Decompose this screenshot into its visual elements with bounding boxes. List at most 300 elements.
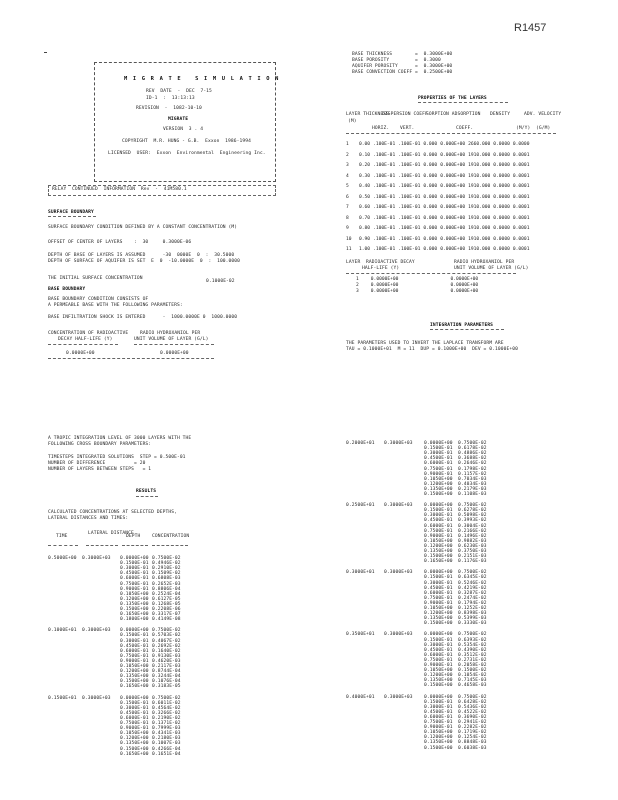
props-header-dispersion: DISPERSION COEFF [382, 112, 428, 117]
decay-cell: 2 [356, 283, 359, 288]
result-concentration: 0.1500E-02 [458, 668, 487, 674]
result-depth: 0.1800E+00 [120, 617, 149, 623]
result-concentration: 0.5246E-02 [458, 580, 487, 586]
props-cell: .100E-01 [398, 163, 421, 168]
result-concentration: 0.9882E-03 [458, 538, 487, 544]
result-concentration: 0.3183E-05 [152, 684, 181, 690]
props-cell: 0.000E+00 [440, 163, 466, 168]
result-concentration: 0.7500E-02 [458, 632, 487, 638]
result-time: 0.1000E+01 [48, 628, 77, 634]
result-concentration: 0.6230E-03 [458, 543, 487, 549]
table-end-rule [48, 358, 214, 359]
result-depth: 0.1500E+00 [424, 492, 453, 497]
result-concentration: 0.2151E-03 [458, 554, 487, 560]
props-row [346, 184, 532, 195]
result-depth: 0.6000E-01 [424, 652, 453, 658]
props-cell: 0.0001 [512, 236, 530, 242]
props-cell: 1.00 [359, 247, 371, 252]
props-cell: 0.000 [423, 226, 438, 231]
result-depth: 0.6000E-01 [424, 461, 453, 467]
version-line-1: REV DATE - DEC 7-15 [146, 89, 212, 94]
props-cell: 1910.000 [468, 163, 491, 168]
props-cell: 0.0001 [512, 184, 530, 189]
result-concentration: 0.4564E-02 [152, 705, 181, 711]
result-concentration: 0.8744E-04 [152, 669, 181, 675]
props-cell: 0.30 [359, 173, 371, 179]
props-cell: .100E-01 [398, 215, 421, 221]
props-cell: .100E-01 [398, 205, 421, 210]
props-cell: 11 [346, 247, 352, 252]
result-concentration: 0.3512E-02 [458, 652, 487, 658]
result-concentration: 0.2692E-02 [152, 643, 181, 649]
props-cell: 0.0000 [493, 205, 510, 210]
result-concentration: 0.4034E-03 [458, 481, 487, 487]
props-cell: .100E-01 [373, 184, 396, 189]
surface-boundary-desc: SURFACE BOUNDARY CONDITION DEFINED BY A CONSTANT CONCENTRATION (M) [48, 225, 238, 230]
result-concentration: 0.1640E-02 [152, 648, 181, 654]
col-header-distance: LATERAL DISTANCE [88, 531, 134, 536]
result-depth: 0.1500E-01 [424, 508, 453, 514]
result-concentration: 0.5703E-02 [152, 633, 181, 639]
decay-cell: 0.0000E+00 [370, 289, 399, 294]
result-time: 0.3500E+01 [346, 632, 375, 638]
result-distance: 0.3000E+03 [82, 695, 111, 701]
props-cell: 3 [346, 163, 349, 168]
result-concentration: 0.5098E-02 [458, 513, 487, 519]
margin-mark [44, 52, 47, 53]
result-concentration: 0.3266E-02 [152, 710, 181, 716]
result-depth: 0.3000E-01 [120, 638, 149, 644]
props-cell: 0.00 [359, 142, 371, 147]
decay-header-rule [346, 273, 516, 274]
props-sub-m: (M) [348, 119, 357, 124]
result-concentration: 0.4522E-02 [458, 709, 487, 715]
result-concentration: 0.6127E-05 [152, 596, 181, 602]
result-concentration: 0.7500E-02 [458, 694, 487, 700]
props-cell: .100E-01 [373, 173, 396, 179]
props-cell: .100E-01 [373, 194, 396, 200]
result-concentration: 0.4067E-02 [152, 638, 181, 644]
result-depth: 0.3000E-01 [120, 566, 149, 572]
props-row [346, 216, 532, 227]
result-time: 0.2000E+01 [346, 441, 375, 446]
props-row [346, 205, 532, 216]
result-time: 0.5000E+00 [48, 556, 77, 561]
page-id: R1457 [514, 22, 547, 34]
result-concentration: 0.4341E-03 [152, 731, 181, 737]
result-time: 0.1500E+01 [48, 695, 77, 701]
result-time: 0.2500E+01 [346, 503, 375, 509]
props-cell: .100E-01 [373, 152, 396, 158]
props-cell: 0.000E+00 [440, 152, 466, 158]
result-concentration: 0.2646E-02 [458, 461, 487, 467]
props-sub-vert: VERT. [400, 126, 415, 131]
program-name: MIGRATE [168, 117, 189, 122]
result-time: 0.3000E+01 [346, 570, 375, 576]
result-depth: 0.6000E-01 [424, 590, 453, 596]
result-depth: 0.0000E+00 [424, 503, 453, 509]
props-row [346, 163, 532, 174]
result-concentration: 0.6345E-02 [458, 575, 487, 581]
result-concentration: 0.3004E-02 [458, 523, 487, 529]
result-concentration: 0.7145E-03 [458, 678, 487, 684]
results-underline [136, 496, 158, 497]
result-concentration: 0.8848E-03 [458, 740, 487, 746]
props-row [346, 226, 532, 237]
base-boundary-line-1: BASE BOUNDARY CONDITION CONSISTS OF [48, 297, 149, 302]
props-cell: .100E-01 [398, 247, 421, 252]
decay-header-4: UNIT VOLUME OF LAYER (G/L) [454, 266, 529, 271]
result-depth: 0.7500E-01 [424, 595, 453, 601]
result-concentration: 0.2166E-02 [458, 528, 487, 534]
props-cell: 0.0000 [493, 152, 510, 158]
props-cell: .100E-01 [398, 152, 421, 158]
copyright-line: COPYRIGHT M.R. HUNG - G.B. Exxon 1986-1994 [122, 139, 251, 144]
result-distance: 0.3000E+03 [82, 628, 111, 634]
result-depth: 0.1500E-01 [424, 446, 453, 452]
props-cell: .100E-01 [398, 236, 421, 242]
col-header-concentration: CONCENTRATION [152, 534, 190, 539]
props-cell: 2660.000 [468, 142, 491, 147]
result-concentration: 0.9130E-03 [152, 653, 181, 659]
result-concentration: 0.2910E-02 [152, 566, 181, 572]
result-depth: 0.1650E+00 [120, 684, 149, 690]
result-depth: 0.1350E+00 [424, 486, 453, 492]
layer-line-2: DEPTH OF SURFACE OF AQUIFER IS SET E 0 -10.0000E 0 : 100.0000 [48, 259, 240, 264]
result-concentration: 0.3330E-03 [458, 621, 487, 627]
props-cell: 4 [346, 173, 349, 179]
result-concentration: 0.3287E-02 [458, 590, 487, 596]
result-depth: 0.1500E-01 [120, 700, 149, 706]
props-cell: 1910.000 [468, 215, 491, 221]
result-depth: 0.1200E+00 [424, 735, 453, 741]
props-cell: 0.000E+00 [440, 205, 466, 210]
table-header-2a: RADIO HYDROXANIOL PER [140, 331, 201, 336]
result-depth: 0.1650E+00 [424, 559, 453, 565]
result-concentration: 0.1371E-02 [152, 721, 181, 726]
props-row [346, 142, 532, 153]
props-cell: 0.000E+00 [440, 184, 466, 189]
props-cell: 0.70 [359, 215, 371, 221]
initial-conc-value: 0.1000E-02 [206, 279, 235, 284]
result-concentration: 0.4886E-02 [458, 451, 487, 457]
result-depth: 0.4500E-01 [120, 643, 149, 649]
result-concentration: 0.3317E-07 [152, 612, 181, 618]
result-depth: 0.1500E-01 [424, 699, 453, 705]
result-depth: 0.0000E+00 [120, 695, 149, 701]
result-concentration: 0.8806E-04 [152, 586, 181, 592]
props-cell: 1910.000 [468, 173, 491, 179]
props-cell: 9 [346, 226, 349, 231]
result-concentration: 0.7500E-02 [458, 570, 487, 576]
param-base-convection: BASE CONVECTION COEFF = 0.2500E+00 [352, 70, 453, 75]
props-cell: 0.000 [423, 194, 438, 200]
props-cell: 0.000E+00 [440, 247, 466, 252]
result-concentration: 0.1496E-02 [458, 533, 487, 539]
props-cell: .100E-01 [373, 247, 396, 252]
result-concentration: 0.1054E-02 [458, 673, 487, 679]
result-concentration: 0.2058E-02 [458, 663, 487, 668]
result-depth: 0.9000E-01 [424, 725, 453, 731]
result-depth: 0.1500E+00 [424, 554, 453, 560]
props-cell: 0.0000 [493, 142, 510, 147]
result-concentration: 0.1007E-03 [152, 741, 181, 747]
result-depth: 0.1200E+00 [120, 736, 149, 742]
integration-title: INTEGRATION PARAMETERS [430, 323, 494, 328]
decay-table [356, 277, 530, 295]
result-concentration: 0.1651E-04 [152, 751, 181, 757]
result-concentration: 0.5354E-02 [458, 642, 487, 648]
props-cell: 10 [346, 236, 352, 242]
props-cell: .100E-01 [398, 184, 421, 189]
col-rule-depth [122, 545, 148, 546]
table-header-1a: CONCENTRATION OF RADIOACTIVE [48, 331, 129, 336]
result-depth: 0.6000E-01 [424, 714, 453, 720]
result-depth: 0.0000E+00 [424, 570, 453, 576]
result-depth: 0.1500E+00 [424, 621, 453, 627]
result-concentration: 0.3750E-03 [458, 549, 487, 554]
props-cell: 0.0001 [512, 205, 530, 210]
props-cell: 0.000E+00 [440, 215, 466, 221]
props-cell: 0.50 [359, 194, 371, 200]
result-concentration: 0.4658E-03 [458, 683, 487, 689]
props-cell: 8 [346, 215, 349, 221]
props-cell: 1910.000 [468, 205, 491, 210]
result-concentration: 0.4390E-02 [458, 647, 487, 653]
result-concentration: 0.4266E-04 [152, 746, 181, 752]
result-depth: 0.4500E-01 [120, 571, 149, 577]
result-concentration: 0.6428E-02 [458, 699, 487, 705]
result-depth: 0.1350E+00 [120, 674, 149, 680]
props-cell: 0.000 [423, 152, 438, 158]
props-cell: .100E-01 [373, 142, 396, 147]
result-concentration: 0.1794E-02 [458, 600, 487, 606]
result-concentration: 0.3993E-02 [458, 518, 487, 524]
decay-cell: 0.0000E+00 [450, 289, 479, 294]
result-concentration: 0.4946E-02 [152, 561, 181, 567]
integration-line-1: THE PARAMETERS USED TO INVERT THE LAPLACE TRANSFORM ARE [346, 341, 504, 346]
result-depth: 0.1500E+00 [120, 746, 149, 752]
props-cell: .100E-01 [373, 163, 396, 168]
result-concentration: 0.1798E-02 [458, 466, 487, 472]
props-cell: 1910.000 [468, 184, 491, 189]
props-row [346, 174, 532, 185]
decay-cell: 0.0000E+00 [370, 277, 399, 282]
result-concentration: 0.2180E-03 [152, 736, 181, 742]
table-rule-1 [48, 344, 118, 345]
result-depth: 0.1500E+00 [120, 607, 149, 612]
result-depth: 0.9000E-01 [120, 586, 149, 592]
result-concentration: 0.2524E-04 [152, 591, 181, 597]
props-cell: 0.000 [423, 236, 438, 242]
base-boundary-line-2: A PERMEABLE BASE WITH THE FOLLOWING PARAMETERS: [48, 303, 183, 308]
results-title: RESULTS [136, 489, 157, 494]
result-concentration: 0.1176E-03 [458, 559, 487, 565]
result-time: 0.4000E+01 [346, 694, 375, 700]
result-depth: 0.0000E+00 [424, 694, 453, 700]
result-concentration: 0.4620E-03 [152, 658, 181, 664]
props-cell: 1910.000 [468, 236, 491, 242]
result-concentration: 0.3688E-02 [458, 456, 487, 462]
result-concentration: 0.3690E-02 [458, 714, 487, 720]
license-line: LICENSED USER: Exxon Environmental Engineering Inc. [108, 151, 266, 156]
props-cell: 0.0001 [512, 163, 530, 168]
base-infiltration-line: BASE INFILTRATION SHOCK IS ENTERED - 1000.0000E 0 1000.0000 [48, 315, 238, 320]
result-concentration: 0.2474E-02 [458, 595, 487, 601]
result-depth: 0.7500E-01 [120, 721, 149, 726]
version-line-2: ID-1 : 13:13:13 [146, 96, 195, 101]
props-cell: 0.000 [423, 247, 438, 252]
result-depth: 0.3000E-01 [424, 704, 453, 710]
intro-line-5: NUMBER OF DIFFERENCE = 20 [48, 461, 146, 466]
props-cell: 0.0000 [493, 173, 510, 179]
result-depth: 0.9000E-01 [120, 726, 149, 732]
decay-header-2: HALF-LIFE (Y) [362, 266, 400, 271]
result-depth: 0.3000E-01 [424, 451, 453, 457]
result-depth: 0.1500E-01 [120, 633, 149, 639]
result-concentration: 0.1252E-02 [458, 606, 487, 611]
result-depth: 0.6000E-01 [120, 715, 149, 721]
result-concentration: 0.7500E-02 [152, 556, 181, 561]
base-boundary-title: BASE BOUNDARY [48, 287, 86, 292]
result-depth: 0.1200E+00 [424, 611, 453, 617]
result-depth: 0.1050E+00 [120, 731, 149, 737]
result-concentration: 0.2282E-02 [458, 725, 487, 731]
props-cell: 1910.000 [468, 152, 491, 158]
result-depth: 0.9000E-01 [424, 533, 453, 539]
decay-cell: 0.0000E+00 [450, 277, 479, 282]
intro-line-1: A TROPIC INTEGRATION LEVEL OF 3000 LAYERS WITH THE [48, 436, 192, 441]
props-cell: 1910.000 [468, 194, 491, 200]
result-depth: 0.1200E+00 [424, 481, 453, 487]
result-depth: 0.0000E+00 [424, 441, 453, 446]
props-cell: .100E-01 [398, 142, 421, 147]
result-depth: 0.3000E-01 [424, 513, 453, 519]
decay-header-1: LAYER RADIOACTIVE DECAY [346, 260, 415, 265]
result-depth: 0.1350E+00 [120, 741, 149, 747]
props-cell: 5 [346, 184, 349, 189]
result-depth: 0.4500E-01 [424, 647, 453, 653]
props-cell: 1910.000 [468, 226, 491, 231]
result-depth: 0.6000E-01 [424, 523, 453, 529]
props-sub-mly: (M/Y) [516, 126, 531, 131]
decay-row [356, 289, 530, 295]
result-concentration: 0.1719E-02 [458, 730, 487, 736]
props-cell: 0.000 [423, 215, 438, 221]
result-concentration: 0.2208E-06 [152, 607, 181, 612]
result-concentration: 0.6808E-03 [152, 576, 181, 582]
integration-line-2: TAU = 0.1000E+01 M = 11 DUP = 0.1000E+00 DEV = 0.1000E+00 [346, 347, 518, 352]
result-depth: 0.1500E+00 [424, 683, 453, 689]
result-concentration: 0.7999E-03 [152, 726, 181, 732]
result-depth: 0.1050E+00 [424, 538, 453, 544]
result-depth: 0.7500E-01 [424, 528, 453, 534]
result-depth: 0.1050E+00 [120, 591, 149, 597]
result-concentration: 0.1076E-04 [152, 679, 181, 685]
result-concentration: 0.1268E-05 [152, 601, 181, 607]
result-depth: 0.1500E+00 [424, 745, 453, 751]
result-concentration: 0.6178E-02 [458, 446, 487, 452]
props-cell: 7 [346, 205, 349, 210]
props-cell: 0.000 [423, 173, 438, 179]
result-depth: 0.4500E-01 [120, 710, 149, 716]
props-cell: .100E-01 [373, 226, 396, 231]
result-concentration: 0.4149E-08 [152, 617, 181, 623]
props-cell: 0.60 [359, 205, 371, 210]
props-cell: 0.000 [423, 205, 438, 210]
table-rule-2 [134, 344, 214, 345]
props-sub-horiz: HORIZ. [372, 126, 390, 131]
props-cell: 0.0000 [493, 184, 510, 189]
props-header-rule [346, 133, 556, 134]
result-depth: 0.1350E+00 [424, 616, 453, 622]
props-cell: 0.000 [423, 163, 438, 168]
result-concentration: 0.1254E-02 [458, 735, 487, 741]
result-concentration: 0.7500E-02 [458, 441, 487, 446]
result-depth: 0.1350E+00 [424, 678, 453, 684]
props-cell: 0.80 [359, 226, 371, 231]
props-cell: .100E-01 [398, 194, 421, 200]
decay-cell: 0.0000E+00 [370, 283, 399, 288]
result-distance: 0.3000E+03 [384, 503, 413, 509]
props-cell: 0.0001 [512, 226, 530, 231]
props-cell: 0.000E+00 [440, 236, 466, 242]
intro-line-6: NUMBER OF LAYERS BETWEEN STEPS = 1 [48, 467, 152, 472]
result-depth: 0.1350E+00 [120, 601, 149, 607]
result-concentration: 0.2117E-03 [152, 664, 181, 669]
props-cell: 0.000 [423, 184, 438, 189]
props-header-thickness: LAYER THICKNESS [346, 112, 389, 117]
result-depth: 0.3000E-01 [424, 642, 453, 648]
props-header-sorption: SORPTION ADSORPTION [426, 112, 481, 117]
result-concentration: 0.1157E-02 [458, 471, 487, 477]
table-header-2b: UNIT VOLUME OF LAYER (G/L) [134, 337, 209, 342]
props-cell: 1 [346, 142, 349, 147]
props-cell: 0.000E+00 [440, 226, 466, 231]
props-cell: 0.0001 [512, 173, 530, 179]
layer-line-1: DEPTH OF BASE OF LAYERS IS ASSUMED -30 0000E 0 : 30.5000 [48, 253, 235, 258]
result-depth: 0.1350E+00 [424, 549, 453, 554]
result-depth: 0.1650E+00 [120, 751, 149, 757]
props-cell: .100E-01 [373, 215, 396, 221]
props-cell: 0.0001 [512, 194, 530, 200]
props-cell: 2 [346, 152, 349, 158]
result-concentration: 0.7034E-03 [458, 476, 487, 482]
result-depth: 0.1200E+00 [120, 596, 149, 602]
result-concentration: 0.6393E-02 [458, 637, 487, 643]
result-depth: 0.1650E+00 [120, 612, 149, 618]
result-concentration: 0.7500E-02 [458, 503, 487, 509]
col-rule-time [48, 545, 78, 546]
intro-line-2: FOLLOWING CROSS BOUNDARY PARAMETERS: [48, 442, 152, 447]
param-aquifer-porosity: AQUIFER POROSITY = 0.3000E+00 [352, 64, 453, 69]
result-depth: 0.1500E+00 [120, 679, 149, 685]
result-depth: 0.1350E+00 [424, 740, 453, 746]
result-concentration: 0.1108E-03 [458, 492, 487, 497]
result-concentration: 0.4219E-02 [458, 585, 487, 591]
result-depth: 0.9000E-01 [120, 658, 149, 664]
table-value-1: 0.0000E+00 [66, 351, 95, 356]
props-cell: 0.40 [359, 184, 371, 189]
result-depth: 0.4500E-01 [424, 518, 453, 524]
result-distance: 0.3000E+03 [384, 441, 413, 446]
result-concentration: 0.1509E-02 [152, 571, 181, 577]
props-header-density: DENSITY [490, 112, 511, 117]
result-depth: 0.4500E-01 [424, 709, 453, 715]
props-cell: 0.0000 [493, 236, 510, 242]
result-depth: 0.0000E+00 [120, 628, 149, 634]
result-concentration: 0.6011E-02 [152, 700, 181, 706]
